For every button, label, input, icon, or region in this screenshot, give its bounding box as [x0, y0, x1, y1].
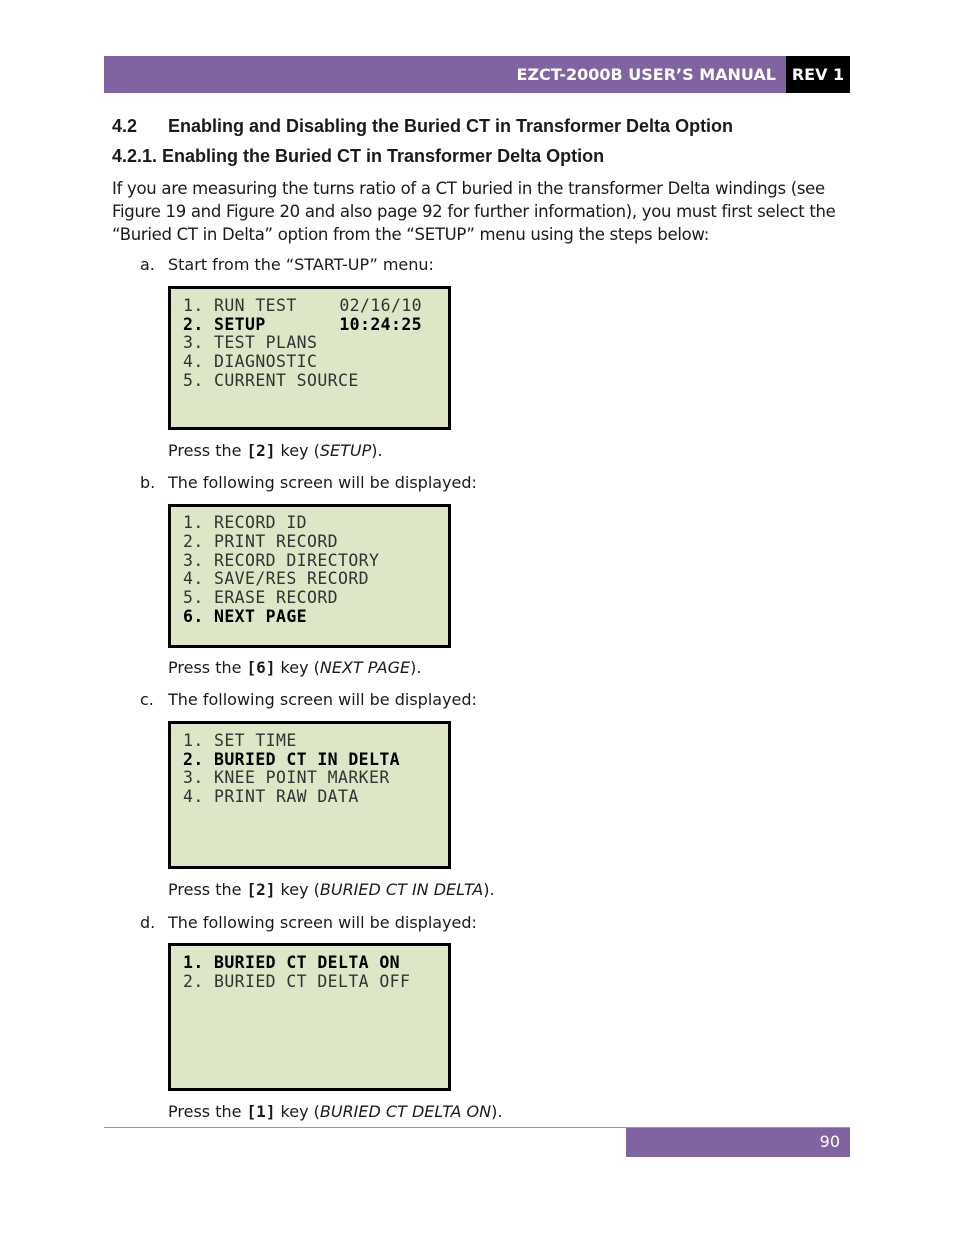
revision-badge: REV 1 — [786, 56, 850, 93]
lcd-line: 4. DIAGNOSTIC — [183, 352, 318, 371]
press-suffix: ). — [491, 1102, 503, 1121]
lcd-screen-setup — [168, 504, 451, 648]
press-mid: key ( — [275, 1102, 320, 1121]
lcd-line: 4. SAVE/RES RECORD — [183, 569, 370, 588]
menu-name: BURIED CT IN DELTA — [319, 880, 484, 899]
lcd-screen-startup — [168, 286, 451, 430]
lcd-line-selected: 1. BURIED CT DELTA ON — [183, 953, 401, 972]
press-suffix: ). — [410, 658, 422, 677]
header-bar — [104, 56, 786, 93]
press-prefix: Press the — [168, 441, 247, 460]
key-label: [6] — [246, 658, 276, 677]
press-instruction-a — [168, 441, 383, 460]
press-mid: key ( — [275, 441, 320, 460]
step-letter: b. — [140, 473, 156, 492]
intro-paragraph: If you are measuring the turns ratio of a CT buried in the transformer Delta windings (see Figure 19 and Figure 20 and also page 92 for further information), you must first select the “Buried CT in Delta” option from the “SETUP” menu using the steps below: — [112, 179, 836, 244]
lcd-line: 5. CURRENT SOURCE — [183, 371, 359, 390]
lcd-line-selected: 6. NEXT PAGE — [183, 607, 308, 626]
key-label: [2] — [246, 880, 276, 899]
lcd-date: 02/16/10 — [339, 296, 422, 315]
key-label: [1] — [246, 1102, 276, 1121]
menu-name: NEXT PAGE — [319, 658, 411, 677]
lcd-line-selected: 2. SETUP — [183, 315, 266, 334]
section-title: Enabling and Disabling the Buried CT in Transformer Delta Option — [168, 116, 734, 136]
step-letter: a. — [140, 255, 155, 274]
press-prefix: Press the — [168, 1102, 247, 1121]
lcd-line: 2. BURIED CT DELTA OFF — [183, 972, 411, 991]
section-number: 4.2 — [112, 116, 138, 136]
lcd-line: 1. RUN TEST — [183, 296, 297, 315]
press-suffix: ). — [483, 880, 495, 899]
press-prefix: Press the — [168, 658, 247, 677]
press-suffix: ). — [371, 441, 383, 460]
section-heading — [112, 116, 733, 137]
page-number: 90 — [819, 1132, 840, 1151]
step-text: The following screen will be displayed: — [168, 473, 477, 492]
step-letter: d. — [140, 913, 156, 932]
press-mid: key ( — [275, 880, 320, 899]
manual-title: EZCT-2000B USER’S MANUAL — [516, 65, 776, 84]
key-label: [2] — [246, 441, 276, 460]
lcd-line: 1. SET TIME — [183, 731, 297, 750]
menu-name: SETUP — [319, 441, 372, 460]
press-mid: key ( — [275, 658, 320, 677]
lcd-line: 2. PRINT RECORD — [183, 532, 339, 551]
step-text: The following screen will be displayed: — [168, 690, 477, 709]
step-a — [140, 255, 434, 274]
step-c — [140, 690, 477, 709]
subsection-heading: 4.2.1. Enabling the Buried CT in Transformer Delta Option — [112, 146, 605, 166]
lcd-line: 4. PRINT RAW DATA — [183, 787, 359, 806]
step-text: The following screen will be displayed: — [168, 913, 477, 932]
step-b — [140, 473, 477, 492]
footer-bar — [626, 1128, 850, 1157]
lcd-screen-next-page — [168, 721, 451, 869]
press-instruction-b — [168, 658, 421, 677]
step-d — [140, 913, 477, 932]
lcd-line: 1. RECORD ID — [183, 513, 308, 532]
press-instruction-d — [168, 1102, 502, 1121]
press-prefix: Press the — [168, 880, 247, 899]
lcd-line: 5. ERASE RECORD — [183, 588, 339, 607]
lcd-line-selected: 2. BURIED CT IN DELTA — [183, 750, 401, 769]
lcd-line: 3. KNEE POINT MARKER — [183, 768, 390, 787]
lcd-line: 3. TEST PLANS — [183, 333, 318, 352]
press-instruction-c — [168, 880, 495, 899]
lcd-line: 3. RECORD DIRECTORY — [183, 551, 380, 570]
step-letter: c. — [140, 690, 154, 709]
lcd-time: 10:24:25 — [339, 315, 422, 334]
lcd-screen-buried-ct — [168, 943, 451, 1091]
menu-name: BURIED CT DELTA ON — [319, 1102, 492, 1121]
step-text: Start from the “START-UP” menu: — [168, 255, 434, 274]
